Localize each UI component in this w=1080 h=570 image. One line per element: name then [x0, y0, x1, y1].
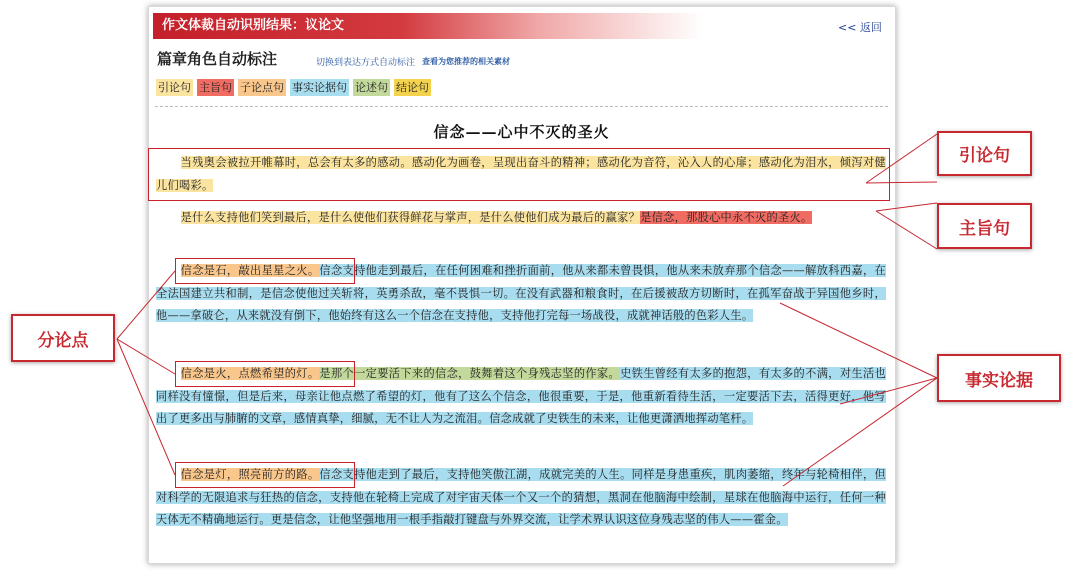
result-header: 作文体裁自动识别结果：议论文: [153, 13, 703, 39]
legend-yinlun[interactable]: 引论句: [158, 81, 191, 94]
back-link[interactable]: << 返回: [838, 21, 882, 34]
sentence-shishi-2: 史铁生曾经有太多的抱怨，有太多的不满，对生活也同样没有憧憬，但是后来，母亲让他点燃了希望的灯，他有了这么个信念，他很重要，于是，他重新看待生活，一定要活下去，活得更好，他写出了更多出与肺腑的文章，感情真挚，细腻，无不让人为之流泪。信念成就了史铁生的未来，让他更潇洒地挥动笔杆。: [156, 367, 886, 425]
legend-zilun[interactable]: 子论点句: [240, 81, 284, 94]
callout-zhuzhi: 主旨句: [937, 203, 1032, 249]
sentence-zilun-1: 信念是石，敲出星星之火。: [180, 264, 320, 277]
callout-fenlun: 分论点: [11, 314, 115, 362]
section-title: 篇章角色自动标注: [157, 50, 278, 68]
sentence-yinlun: 当残奥会被拉开帷幕时，总会有太多的感动。感动化为画卷，呈现出奋斗的精神；感动化为音符，沁入人的心扉；感动化为泪水，倾泻对健儿们喝彩。: [156, 156, 886, 192]
callout-yinlun: 引论句: [937, 131, 1032, 176]
legend-lunshu[interactable]: 论述句: [355, 81, 388, 94]
sentence-zhuzhi: 是信念，那股心中永不灭的圣火。: [640, 211, 813, 224]
legend-jielun[interactable]: 结论句: [396, 81, 429, 94]
callout-shishi: 事实论据: [937, 354, 1061, 402]
legend-zhuzhi[interactable]: 主旨句: [199, 81, 232, 94]
recommended-material-link[interactable]: 查看为您推荐的相关素材: [422, 56, 510, 66]
sentence-lunshu: 是那个一定要活下来的信念，鼓舞着这个身残志坚的作家。: [319, 367, 621, 380]
sentence-question: 是什么支持他们笑到最后，是什么使他们获得鲜花与掌声，是什么使他们成为最后的赢家？: [180, 211, 641, 224]
sentence-shishi-1: 信念支持他走到最后，在任何困难和挫折面前，他从来都未曾畏惧，他从来未放弃那个信念——解放科西嘉，在全法国建立共和制，是信念使他过关斩将，英勇杀敌，毫不畏惧一切。在没有武器和粮食时，在后援被敌方切断时，在孤军奋战于异国他乡时，他——拿破仑，从来就没有倒下，他始终有这么一个信念在支持他，支持他打完每一场战役，成就神话般的色彩人生。: [156, 264, 886, 322]
essay-title: 信念——心中不灭的圣火: [433, 123, 610, 141]
sentence-zilun-2: 信念是火，点燃希望的灯。: [180, 367, 320, 380]
switch-annotation-link[interactable]: 切换到表达方式自动标注: [316, 58, 416, 68]
sentence-shishi-3: 信念支持他走到了最后，支持他笑傲江湖，成就完美的人生。同样是身患重疾，肌肉萎缩，终年与轮椅相伴，但对科学的无限追求与狂热的信念，支持他在轮椅上完成了对宇宙天体一个又一个的猜想，黑洞在他脑海中绘制，星球在他脑海中运行，任何一种天体无不精确地运行。更是信念，让他坚强地用一根手指敲打键盘与外界交流，让学术界认识这位身残志坚的伟人——霍金。: [156, 468, 886, 526]
legend-shishi[interactable]: 事实论据句: [292, 81, 347, 94]
sentence-zilun-3: 信念是灯，照亮前方的路。: [180, 468, 320, 481]
